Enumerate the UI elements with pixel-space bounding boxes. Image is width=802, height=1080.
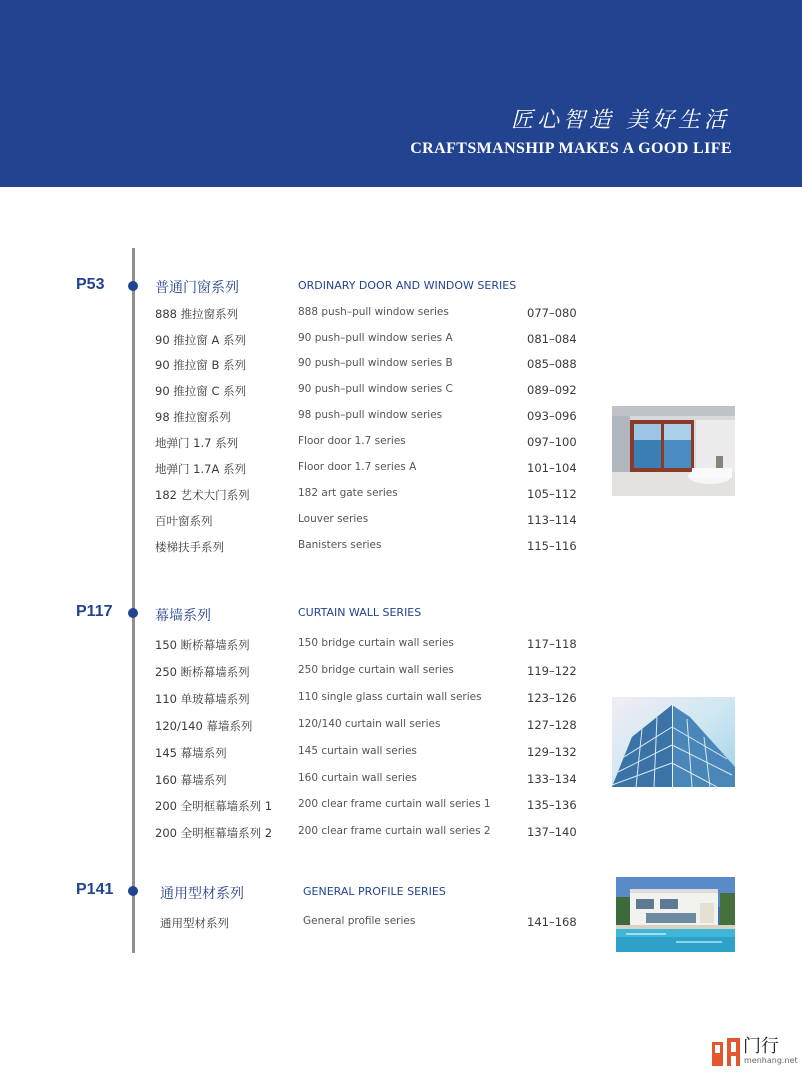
- item-page-range: 141–168: [527, 915, 577, 929]
- item-page-range: 133–134: [527, 772, 577, 786]
- item-name-cn: 150 断桥幕墙系列: [155, 638, 250, 652]
- logo-brand-cn: 门行: [743, 1036, 779, 1057]
- item-name-en: 182 art gate series: [298, 487, 398, 499]
- villa-pool-photo: [616, 877, 735, 952]
- item-page-range: 119–122: [527, 664, 577, 678]
- item-name-cn: 250 断桥幕墙系列: [155, 665, 250, 679]
- item-name-cn: 90 推拉窗 A 系列: [155, 333, 246, 347]
- item-page-range: 137–140: [527, 825, 577, 839]
- item-name-en: General profile series: [303, 915, 416, 927]
- item-name-en: Louver series: [298, 513, 369, 525]
- item-name-cn: 98 推拉窗系列: [155, 410, 231, 424]
- section-title-en: CURTAIN WALL SERIES: [298, 606, 422, 619]
- section-page-label: P141: [76, 881, 114, 898]
- header-banner: [0, 0, 802, 187]
- item-name-en: 160 curtain wall series: [298, 772, 417, 784]
- item-name-en: 90 push–pull window series B: [298, 357, 453, 369]
- item-name-cn: 地弹门 1.7 系列: [155, 436, 239, 450]
- item-page-range: 081–084: [527, 332, 577, 346]
- section-title-cn: 幕墙系列: [155, 608, 211, 624]
- item-name-cn: 160 幕墙系列: [155, 773, 227, 787]
- item-page-range: 115–116: [527, 539, 577, 553]
- item-page-range: 093–096: [527, 409, 577, 423]
- item-name-cn: 120/140 幕墙系列: [155, 719, 253, 733]
- logo-brand-en: menhang.net: [744, 1056, 798, 1065]
- timeline-dot: [128, 608, 138, 618]
- item-name-cn: 200 全明框幕墙系列 1: [155, 799, 273, 813]
- item-name-en: 150 bridge curtain wall series: [298, 637, 454, 649]
- item-name-cn: 200 全明框幕墙系列 2: [155, 826, 273, 840]
- item-page-range: 105–112: [527, 487, 577, 501]
- item-name-en: Banisters series: [298, 539, 382, 551]
- timeline-line: [132, 248, 135, 953]
- slogan-english: CRAFTSMANSHIP MAKES A GOOD LIFE: [410, 140, 732, 157]
- item-name-cn: 110 单玻幕墙系列: [155, 692, 250, 706]
- section-title-en: GENERAL PROFILE SERIES: [303, 885, 446, 898]
- item-name-en: 200 clear frame curtain wall series 2: [298, 825, 491, 837]
- section-title-cn: 普通门窗系列: [155, 280, 239, 296]
- item-name-cn: 百叶窗系列: [155, 514, 213, 528]
- slogan-chinese: 匠心智造 美好生活: [511, 108, 730, 133]
- timeline-dot: [128, 886, 138, 896]
- item-name-cn: 楼梯扶手系列: [155, 540, 224, 554]
- item-name-en: 888 push–pull window series: [298, 306, 449, 318]
- item-name-en: 110 single glass curtain wall series: [298, 691, 482, 703]
- item-page-range: 085–088: [527, 357, 577, 371]
- section-page-label: P117: [76, 603, 113, 620]
- item-page-range: 129–132: [527, 745, 577, 759]
- timeline-dot: [128, 281, 138, 291]
- item-name-en: Floor door 1.7 series A: [298, 461, 417, 473]
- item-page-range: 117–118: [527, 637, 577, 651]
- curtain-wall-photo: [612, 697, 735, 787]
- item-name-en: 250 bridge curtain wall series: [298, 664, 454, 676]
- item-page-range: 127–128: [527, 718, 577, 732]
- item-name-en: 200 clear frame curtain wall series 1: [298, 798, 491, 810]
- item-name-en: 90 push–pull window series A: [298, 332, 453, 344]
- item-name-cn: 地弹门 1.7A 系列: [155, 462, 246, 476]
- item-name-en: 98 push–pull window series: [298, 409, 443, 421]
- item-page-range: 101–104: [527, 461, 577, 475]
- item-name-cn: 145 幕墙系列: [155, 746, 227, 760]
- item-page-range: 077–080: [527, 306, 577, 320]
- item-name-cn: 888 推拉窗系列: [155, 307, 239, 321]
- item-page-range: 113–114: [527, 513, 577, 527]
- menhang-logo-icon: [710, 1036, 742, 1068]
- item-page-range: 123–126: [527, 691, 577, 705]
- item-name-en: 90 push–pull window series C: [298, 383, 453, 395]
- item-name-cn: 90 推拉窗 B 系列: [155, 358, 246, 372]
- item-name-cn: 通用型材系列: [160, 916, 229, 930]
- item-page-range: 089–092: [527, 383, 577, 397]
- section-page-label: P53: [76, 276, 105, 293]
- section-title-en: ORDINARY DOOR AND WINDOW SERIES: [298, 279, 517, 292]
- item-name-en: 120/140 curtain wall series: [298, 718, 441, 730]
- item-name-en: 145 curtain wall series: [298, 745, 417, 757]
- interior-window-photo: [612, 406, 735, 496]
- item-page-range: 135–136: [527, 798, 577, 812]
- section-title-cn: 通用型材系列: [160, 886, 244, 902]
- item-name-en: Floor door 1.7 series: [298, 435, 406, 447]
- item-page-range: 097–100: [527, 435, 577, 449]
- item-name-cn: 182 艺术大门系列: [155, 488, 250, 502]
- menhang-logo: [710, 1032, 798, 1072]
- item-name-cn: 90 推拉窗 C 系列: [155, 384, 247, 398]
